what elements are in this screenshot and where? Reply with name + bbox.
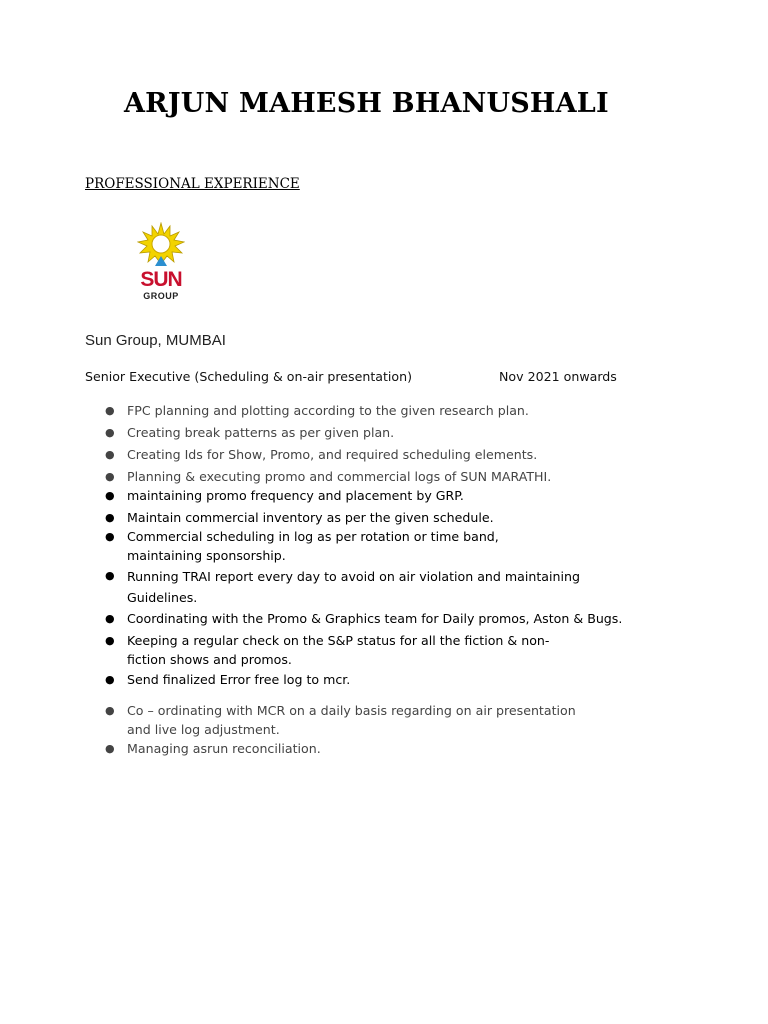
list-item: ● maintaining promo frequency and placement by GRP. (105, 488, 464, 503)
bullet-icon: ● (105, 673, 115, 686)
list-item: ● Commercial scheduling in log as per rotation or time band, maintaining sponsorship. (105, 529, 499, 563)
bullet-icon: ● (105, 612, 115, 625)
bullet-icon: ● (105, 530, 115, 543)
job-period: Nov 2021 onwards (499, 369, 617, 384)
list-item: ● Send finalized Error free log to mcr. (105, 672, 351, 687)
logo-text-main: SUN (140, 268, 182, 291)
logo-text-sub: GROUP (143, 291, 179, 301)
job-line (85, 369, 620, 384)
employer-name: Sun Group, MUMBAI (85, 332, 226, 349)
list-item: ● Coordinating with the Promo & Graphics team for Daily promos, Aston & Bugs. (105, 611, 623, 626)
list-item: ● Keeping a regular check on the S&P status for all the fiction & non-fiction shows and promos. (105, 633, 550, 667)
bullet-icon: ● (105, 470, 115, 483)
list-item: ● FPC planning and plotting according to the given research plan. (105, 403, 529, 418)
bullet-icon: ● (105, 404, 115, 417)
list-item: ● Co – ordinating with MCR on a daily basis regarding on air presentation and live log adjustment. (105, 703, 576, 737)
sun-icon (138, 223, 184, 266)
list-item: ● Creating break patterns as per given plan. (105, 425, 395, 440)
bullet-icon: ● (105, 426, 115, 439)
list-item: ● Creating Ids for Show, Promo, and required scheduling elements. (105, 447, 538, 462)
sun-group-logo (137, 222, 185, 304)
list-item: ● Planning & executing promo and commercial logs of SUN MARATHI. (105, 469, 552, 484)
bullet-icon: ● (105, 742, 115, 755)
job-title: Senior Executive (Scheduling & on-air presentation) (85, 369, 413, 384)
bullet-icon: ● (105, 448, 115, 461)
list-item: ● Managing asrun reconciliation. (105, 741, 321, 756)
section-heading: PROFESSIONAL EXPERIENCE (85, 176, 300, 192)
candidate-name: ARJUN MAHESH BHANUSHALI (124, 88, 609, 119)
list-item: ● Maintain commercial inventory as per the given schedule. (105, 510, 494, 525)
bullet-icon: ● (105, 634, 115, 647)
bullet-icon: ● (105, 569, 115, 582)
bullet-icon: ● (105, 704, 115, 717)
bullet-icon: ● (105, 489, 115, 502)
bullet-icon: ● (105, 511, 115, 524)
list-item: ● Running TRAI report every day to avoid on air violation and maintaining Guidelines. (127, 566, 582, 608)
